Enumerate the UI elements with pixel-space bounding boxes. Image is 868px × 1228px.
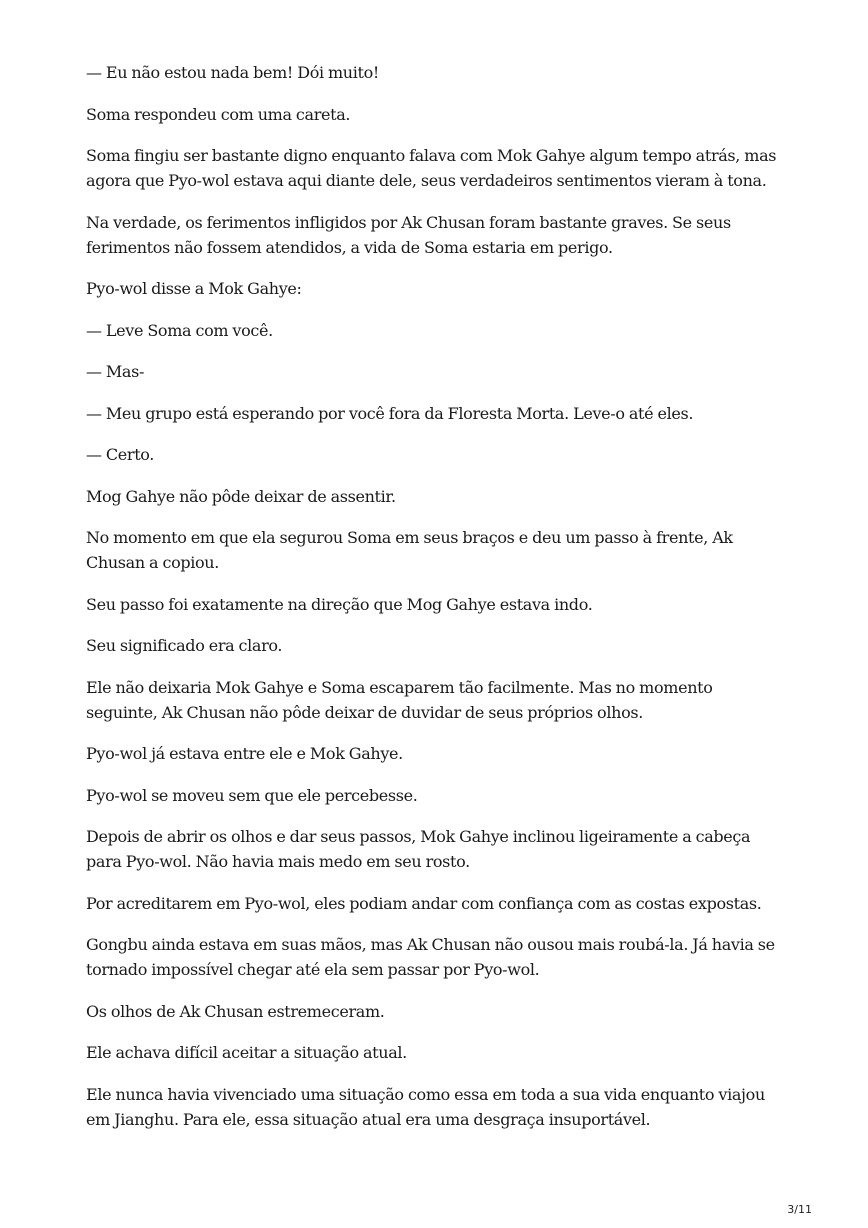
paragraph: Gongbu ainda estava em suas mãos, mas Ak Chusan não ousou mais roubá-la. Já havia se tornado impossível chegar até ela sem passar por Pyo-wol. xyxy=(86,935,775,979)
paragraph: Mog Gahye não pôde deixar de assentir. xyxy=(86,486,396,506)
paragraph: Seu passo foi exatamente na direção que Mog Gahye estava indo. xyxy=(86,594,593,614)
paragraph: Na verdade, os ferimentos infligidos por Ak Chusan foram bastante graves. Se seus ferimentos não fossem atendidos, a vida de Soma estaria em perigo. xyxy=(86,212,731,257)
paragraph: Depois de abrir os olhos e dar seus passos, Mok Gahye inclinou ligeiramente a cabeça para Pyo-wol. Não havia mais medo em seu rosto. xyxy=(86,827,751,871)
paragraph: Pyo-wol já estava entre ele e Mok Gahye. xyxy=(86,744,403,763)
paragraph: — Certo. xyxy=(86,445,155,464)
document-body xyxy=(86,60,786,1148)
paragraph: Os olhos de Ak Chusan estremeceram. xyxy=(86,1001,385,1021)
paragraph: — Eu não estou nada bem! Dói muito! xyxy=(86,63,379,82)
paragraph: Soma fingiu ser bastante digno enquanto falava com Mok Gahye algum tempo atrás, mas agora que Pyo-wol estava aqui diante dele, seus verdadeiros sentimentos vieram à tona. xyxy=(86,146,777,190)
paragraph: — Mas- xyxy=(86,362,145,381)
paragraph: Soma respondeu com uma careta. xyxy=(86,104,351,124)
paragraph: Pyo-wol disse a Mok Gahye: xyxy=(86,279,302,298)
paragraph: Pyo-wol se moveu sem que ele percebesse. xyxy=(86,785,418,805)
paragraph: No momento em que ela segurou Soma em seus braços e deu um passo à frente, Ak Chusan a copiou. xyxy=(86,528,733,572)
paragraph: — Leve Soma com você. xyxy=(86,320,273,340)
page-number: 3/11 xyxy=(787,1203,812,1216)
paragraph: Ele achava difícil aceitar a situação atual. xyxy=(86,1043,407,1062)
paragraph: — Meu grupo está esperando por você fora da Floresta Morta. Leve-o até eles. xyxy=(86,403,694,423)
paragraph: Ele nunca havia vivenciado uma situação como essa em toda a sua vida enquanto viajou em Jianghu. Para ele, essa situação atual era uma desgraça insuportável. xyxy=(86,1084,765,1129)
paragraph: Ele não deixaria Mok Gahye e Soma escaparem tão facilmente. Mas no momento seguinte, Ak Chusan não pôde deixar de duvidar de seus próprios olhos. xyxy=(86,677,713,722)
paragraph: Seu significado era claro. xyxy=(86,636,283,655)
paragraph: Por acreditarem em Pyo-wol, eles podiam andar com confiança com as costas expostas. xyxy=(86,893,762,913)
